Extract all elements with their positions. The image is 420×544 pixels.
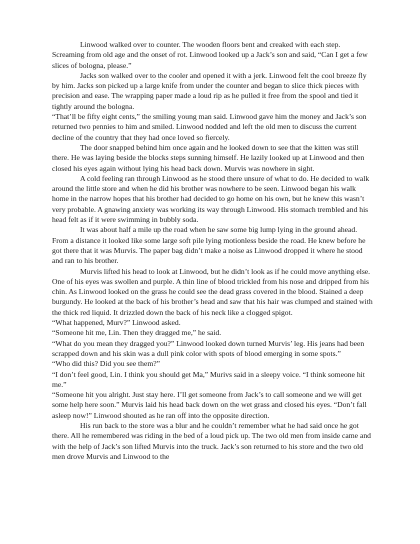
dialogue-line-1: “What happened, Murv?” Linwood asked. xyxy=(52,318,181,328)
paragraph-1: Linwood walked over to counter. The wooden floors bent and creaked with each step. Screaming from old age and the onset of rot. Linwood looked up a Jack’s son and said, “Can I get a few slices of bologna, please.” xyxy=(52,40,368,70)
story-text xyxy=(52,40,374,462)
paragraph-3: “That’ll be fifty eight cents,” the smiling young man said. Linwood gave him the money and Jack’s son returned two pennies to him and smiled. Linwood nodded and left the old men to discuss the current decline of the country that they had once loved so fiercely. xyxy=(52,112,367,142)
dialogue-line-2: “Someone hit me, Lin. Then they dragged me,” he said. xyxy=(52,328,222,338)
dialogue-line-3: “What do you mean they dragged you?” Linwood looked down turned Murvis’ leg. His jeans had been scrapped down and his skin was a dull pink color with spots of blood emerging in some spots.” xyxy=(52,338,365,358)
paragraph-final: His run back to the store was a blur and he couldn’t remember what he had said once he got there. All he remembered was riding in the bed of a loud pick up. The two old men from inside came and with the help of Jack’s son lifted Murvis into the truck. Jack’s son returned to his store and the two old men drove Murvis and Linwood to the xyxy=(52,420,371,461)
paragraph-2: Jacks son walked over to the cooler and opened it with a jerk. Linwood felt the cool breeze fly by him. Jacks son picked up a large knife from under the counter and began to slice thick pieces with precision and ease. The wrapping paper made a loud rip as he pulled it free from the spool and tied it tightly around the bologna. xyxy=(52,70,367,111)
paragraph-7: Murvis lifted his head to look at Linwood, but he didn’t look as if he could move anything else. One of his eyes was swollen and purple. A thin line of blood trickled from his nose and dripped from his chin. As Linwood looked on the grass he could see the dead grass covered in the blood. Stained a deep burgundy. He looked at the back of his brother’s head and saw that his hair was clumped and stained with the thick red liquid. It drizzled down the back of his neck like a clogged spigot. xyxy=(52,266,373,317)
dialogue-line-5: “I don’t feel good, Lin. I think you should get Ma,” Murivs said in a sleepy voice. “I think someone hit me.” xyxy=(52,369,365,389)
paragraph-4: The door snapped behind him once again and he looked down to see that the kitten was still there. He was laying beside the blocks steps sunning himself. He lazily looked up at Linwood and then closed his eyes again without lying his head back down. Murvis was nowhere in sight. xyxy=(52,142,365,173)
dialogue-line-4: “Who did this? Did you see them?” xyxy=(52,359,160,369)
dialogue-line-6: “Someone hit you alright. Just stay here. I’ll get someone from Jack’s to call someone and we will get some help here soon.” Murvis laid his head back down on the wet grass and closed his eyes. “Don’t fall asleep now!” Linwood shouted as he ran off into the opposite direction. xyxy=(52,390,367,420)
paragraph-6: It was about half a mile up the road when he saw some big lump lying in the ground ahead. From a distance it looked like some large soft pile lying motionless beside the road. He knew before he got there that it was Murvis. The paper bag didn’t make a noise as Linwood dropped it where he stood and ran to his brother. xyxy=(52,225,366,266)
paragraph-5: A cold feeling ran through Linwood as he stood there unsure of what to do. He decided to walk around the little store and when he did his brother was nowhere to be seen. Linwood began his walk home in the narrow hopes that his brother had decided to go home on his own, but he knew this wasn’t very probable. A gnawing anxiety was working its way through Linwood. His stomach trembled and his head felt as if it were swimming in bubbly soda. xyxy=(52,173,370,225)
